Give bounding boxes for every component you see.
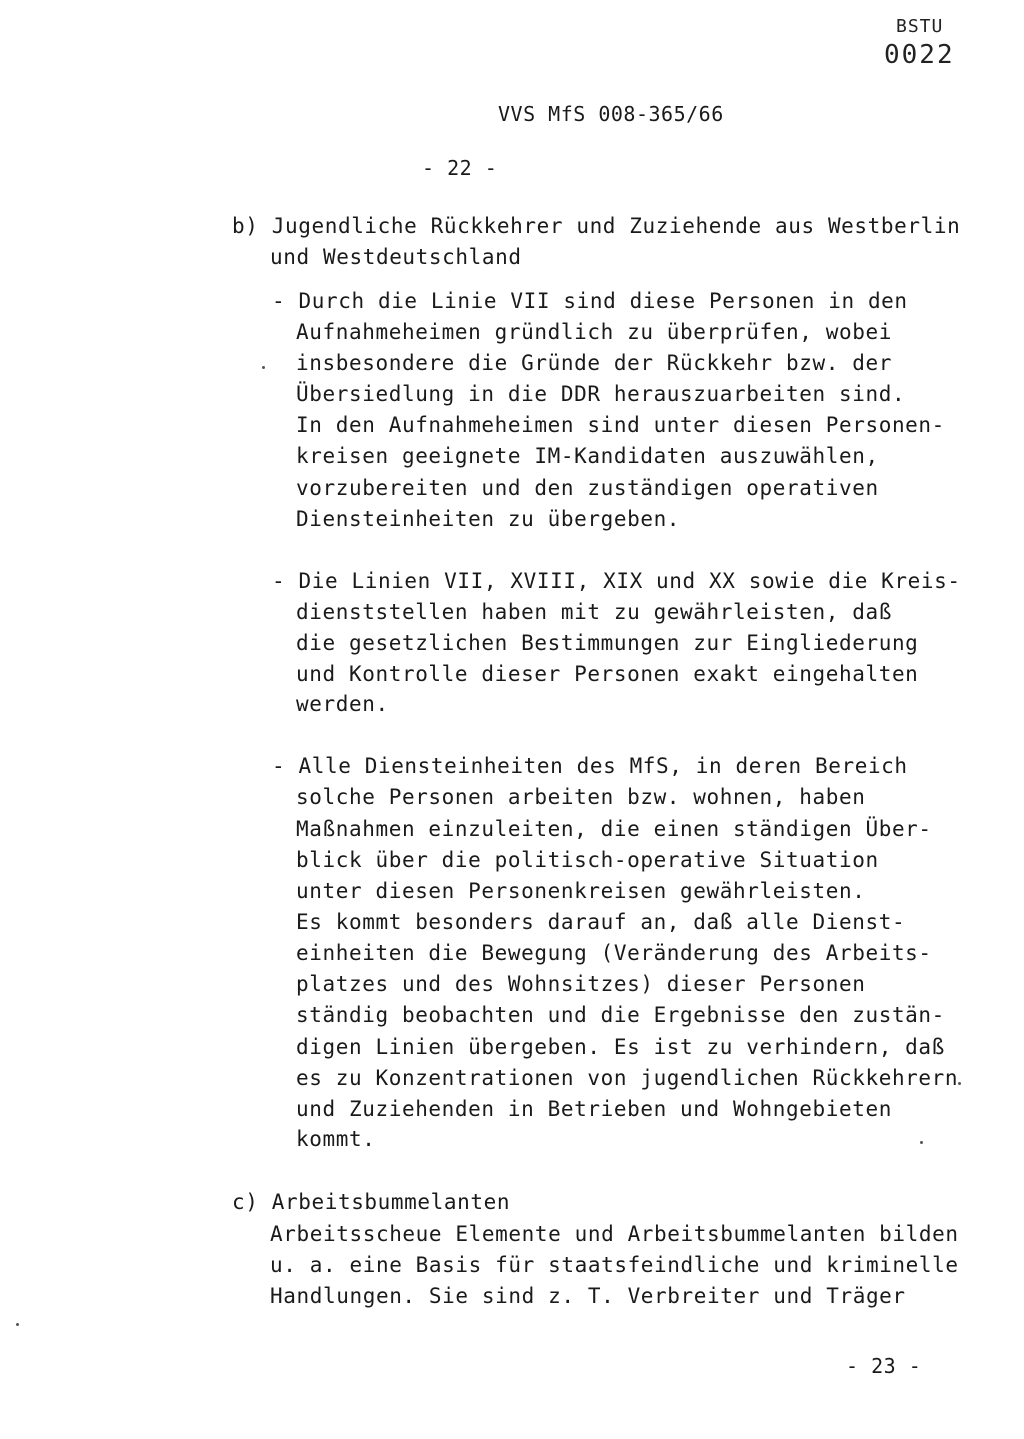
bullet-3-line: platzes und des Wohnsitzes) dieser Personen [296, 972, 866, 996]
bullet-3-line: blick über die politisch-operative Situation [296, 848, 879, 872]
bullet-1-line: Übersiedlung in die DDR herauszuarbeiten sind. [296, 382, 906, 406]
stamp-page-number: 0022 [884, 40, 955, 70]
bullet-3-line: Es kommt besonders darauf an, daß alle Dienst- [296, 910, 906, 934]
bullet-3-line: - Alle Diensteinheiten des MfS, in deren Bereich [272, 754, 908, 778]
section-b-title-line-1: b) Jugendliche Rückkehrer und Zuziehende aus Westberlin [232, 214, 961, 238]
scan-speck [958, 1082, 961, 1085]
bullet-3-line: es zu Konzentrationen von jugendlichen Rückkehrern [296, 1066, 959, 1090]
bullet-1-line: Diensteinheiten zu übergeben. [296, 507, 681, 531]
bullet-3-line: Maßnahmen einzuleiten, die einen ständigen Über- [296, 817, 932, 841]
page-number: - 22 - [422, 156, 498, 180]
document-classification-header: VVS MfS 008-365/66 [498, 102, 724, 126]
section-c-line: Handlungen. Sie sind z. T. Verbreiter und Träger [270, 1284, 906, 1308]
bullet-3-line: ständig beobachten und die Ergebnisse den zustän- [296, 1003, 945, 1027]
bullet-3-line: kommt. [296, 1127, 376, 1151]
bullet-2-line: werden. [296, 692, 389, 716]
section-c-line: u. a. eine Basis für staatsfeindliche und kriminelle [270, 1253, 959, 1277]
bullet-3-line: einheiten die Bewegung (Veränderung des Arbeits- [296, 941, 932, 965]
bullet-2-line: dienststellen haben mit zu gewährleisten, daß [296, 600, 892, 624]
bullet-1-line: insbesondere die Gründe der Rückkehr bzw. der [296, 351, 892, 375]
bullet-2-line: und Kontrolle dieser Personen exakt eingehalten [296, 662, 919, 686]
stamp-archive-label: BSTU [896, 16, 944, 37]
bullet-1-line: kreisen geeignete IM-Kandidaten auszuwählen, [296, 444, 879, 468]
bullet-1-line: - Durch die Linie VII sind diese Personen in den [272, 289, 908, 313]
bullet-2-line: - Die Linien VII, XVIII, XIX und XX sowie die Kreis- [272, 569, 961, 593]
bullet-1-line: Aufnahmeheimen gründlich zu überprüfen, wobei [296, 320, 892, 344]
bullet-2-line: die gesetzlichen Bestimmungen zur Eingliederung [296, 631, 919, 655]
scan-speck [920, 1141, 923, 1144]
archive-stamp [884, 18, 964, 68]
next-page-marker: - 23 - [846, 1354, 922, 1378]
bullet-1-line: In den Aufnahmeheimen sind unter diesen Personen- [296, 413, 945, 437]
scan-speck [262, 366, 265, 369]
bullet-3-line: digen Linien übergeben. Es ist zu verhindern, daß [296, 1035, 945, 1059]
section-b-title-line-2: und Westdeutschland [270, 245, 522, 269]
scan-speck [16, 1323, 19, 1326]
bullet-3-line: solche Personen arbeiten bzw. wohnen, haben [296, 785, 866, 809]
bullet-3-line: und Zuziehenden in Betrieben und Wohngebieten [296, 1097, 892, 1121]
section-c-title: c) Arbeitsbummelanten [232, 1190, 511, 1214]
bullet-3-line: unter diesen Personenkreisen gewährleisten. [296, 879, 866, 903]
bullet-1-line: vorzubereiten und den zuständigen operativen [296, 476, 879, 500]
section-c-line: Arbeitsscheue Elemente und Arbeitsbummelanten bilden [270, 1222, 959, 1246]
